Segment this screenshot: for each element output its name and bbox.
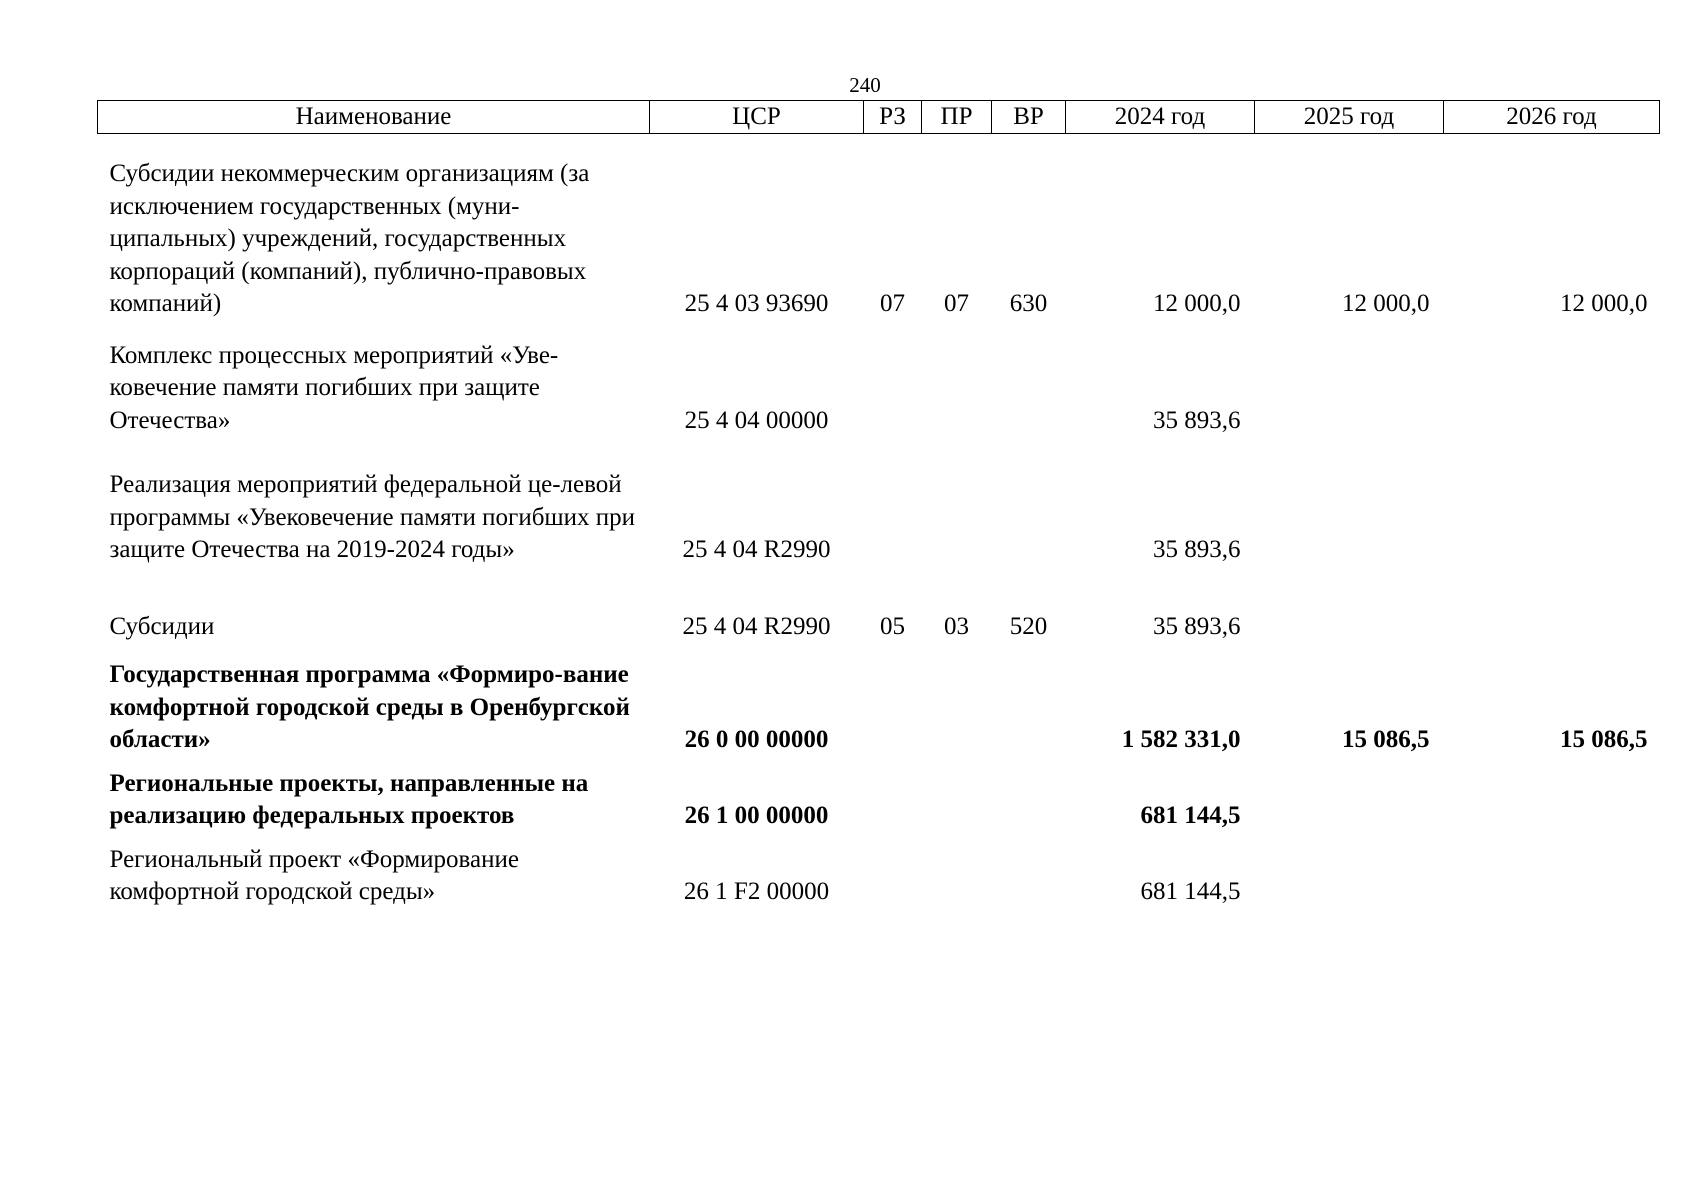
row-pr	[922, 757, 992, 833]
row-csr: 25 4 04 00000	[684, 406, 829, 434]
table-row	[98, 148, 1660, 325]
row-2026	[1444, 567, 1660, 644]
row-2024: 1 582 331,0	[1121, 726, 1241, 753]
row-vr	[992, 833, 1066, 909]
row-2026: 12 000,0	[1560, 290, 1648, 317]
table-row	[98, 567, 1660, 644]
table-row	[98, 757, 1660, 833]
row-2024: 35 893,6	[1153, 612, 1241, 640]
header-vr: ВР	[992, 101, 1066, 134]
row-2026	[1444, 325, 1660, 438]
row-pr	[922, 437, 992, 567]
header-pr: ПР	[922, 101, 992, 134]
row-csr: 26 1 F2 00000	[683, 878, 830, 905]
row-rz	[864, 437, 922, 567]
header-name: Наименование	[98, 101, 650, 134]
row-2025	[1255, 437, 1444, 567]
row-name: Субсидии	[109, 612, 215, 640]
header-2026: 2026 год	[1444, 101, 1660, 134]
row-pr	[922, 325, 992, 438]
row-csr: 26 1 00 00000	[684, 802, 829, 829]
row-2025	[1255, 833, 1444, 909]
row-2026	[1444, 757, 1660, 833]
row-2025: 15 086,5	[1342, 726, 1430, 753]
row-vr: 630	[1009, 290, 1048, 317]
row-pr	[922, 833, 992, 909]
row-rz	[864, 833, 922, 909]
row-vr	[992, 757, 1066, 833]
row-name: Региональный проект «Формирование комфортной городской среды»	[109, 845, 519, 905]
row-rz	[864, 643, 922, 757]
row-2025	[1255, 757, 1444, 833]
row-2025	[1255, 325, 1444, 438]
row-csr: 25 4 04 R2990	[682, 612, 831, 640]
row-2025: 12 000,0	[1342, 290, 1430, 317]
header-row	[98, 101, 1660, 134]
row-rz	[864, 757, 922, 833]
row-2024: 12 000,0	[1153, 290, 1241, 317]
row-rz: 05	[880, 612, 905, 640]
row-pr: 07	[944, 290, 969, 317]
row-vr	[992, 437, 1066, 567]
row-2026	[1444, 833, 1660, 909]
row-vr: 520	[1009, 612, 1048, 640]
row-2024: 681 144,5	[1140, 802, 1241, 829]
table-body	[98, 134, 1660, 909]
header-2025: 2025 год	[1255, 101, 1444, 134]
header-2024: 2024 год	[1066, 101, 1255, 134]
row-pr: 03	[944, 612, 969, 640]
table-header	[98, 101, 1660, 134]
spacer-row	[98, 134, 1660, 149]
row-2026: 15 086,5	[1560, 726, 1648, 753]
row-name: Субсидии некоммерческим организациям (за исключением государственных (муни-ципальных) учреждений, государственных корпораций (компаний), публично-правовых компаний)	[109, 160, 590, 317]
budget-table	[97, 100, 1660, 909]
row-vr	[992, 325, 1066, 438]
row-rz: 07	[880, 290, 905, 317]
row-2024: 35 893,6	[1153, 536, 1241, 563]
row-name: Региональные проекты, направленные на реализацию федеральных проектов	[109, 769, 589, 829]
header-csr: ЦСР	[650, 101, 864, 134]
row-name: Комплекс процессных мероприятий «Уве-ковечение памяти погибших при защите Отечества»	[109, 341, 559, 434]
table-row	[98, 833, 1660, 909]
table-row	[98, 325, 1660, 438]
row-2024: 681 144,5	[1140, 878, 1241, 905]
page-number: 240	[849, 73, 881, 97]
row-2024: 35 893,6	[1153, 406, 1241, 434]
row-csr: 26 0 00 00000	[684, 726, 829, 753]
row-csr: 25 4 04 R2990	[682, 536, 831, 563]
row-name: Реализация мероприятий федеральной це-левой программы «Увековечение памяти погибших при защите Отечества на 2019-2024 годы»	[109, 471, 636, 563]
row-csr: 25 4 03 93690	[684, 290, 829, 317]
header-rz: РЗ	[864, 101, 922, 134]
row-vr	[992, 643, 1066, 757]
row-2025	[1255, 567, 1444, 644]
row-name: Государственная программа «Формиро-вание комфортной городской среды в Оренбургской области»	[109, 661, 630, 753]
table-row	[98, 643, 1660, 757]
row-pr	[922, 643, 992, 757]
row-2026	[1444, 437, 1660, 567]
row-rz	[864, 325, 922, 438]
table-row	[98, 437, 1660, 567]
